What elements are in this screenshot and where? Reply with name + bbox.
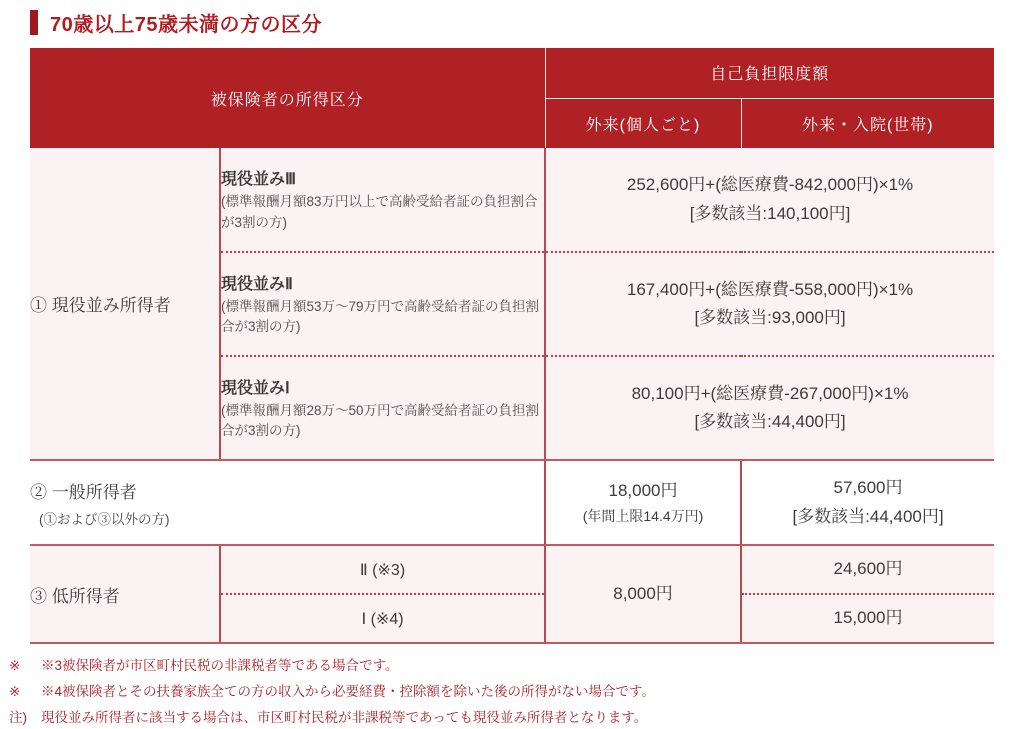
- page-title-text: 70歳以上75歳未満の方の区分: [50, 14, 322, 36]
- category-active-income: ① 現役並み所得者: [30, 148, 220, 460]
- footnote-marker: ※: [9, 658, 21, 673]
- limit-value-active-ii: [545, 252, 994, 356]
- limit-multiple: [多数該当:93,000円]: [694, 308, 846, 327]
- footnote-marker: ※: [9, 684, 21, 699]
- category-note: (①および③以外の方): [39, 511, 170, 527]
- footnote-text: 現役並み所得者に該当する場合は、市区町村民税が非課税等であっても現役並み所得者となります。: [41, 710, 648, 725]
- limit-low-outpatient: 8,000円: [545, 545, 741, 643]
- footnote-marker: 注): [9, 710, 27, 725]
- subcategory-desc: (標準報酬月額53万〜79万円で高齢受給者証の負担割合が3割の方): [221, 298, 540, 334]
- subcategory-desc: (標準報酬月額83万円以上で高齢受給者証の負担割合が3割の方): [221, 194, 538, 230]
- subcategory-low-i: Ⅰ (※4): [220, 594, 545, 643]
- limit-low-ii-family: 24,600円: [741, 545, 994, 594]
- subcategory-name: 現役並みⅠ: [221, 379, 290, 397]
- limit-multiple: [多数該当:140,100円]: [689, 203, 851, 223]
- footnote-4: [9, 679, 1015, 705]
- limit-amount: 57,600円: [833, 478, 903, 498]
- header-income-category: 被保険者の所得区分: [30, 48, 545, 148]
- table-row-active-iii: [30, 148, 994, 252]
- limit-amount: 18,000円: [608, 480, 678, 500]
- footnote-3: [9, 653, 1015, 679]
- limit-formula: 167,400円+(総医療費-558,000円)×1%: [626, 279, 914, 299]
- limit-formula: 252,600円+(総医療費-842,000円)×1%: [626, 175, 914, 195]
- subcategory-active-ii: [220, 252, 545, 356]
- category-low-income: ③ 低所得者: [30, 545, 220, 643]
- subcategory-active-iii: [220, 148, 545, 252]
- subcategory-name: 現役並みⅢ: [221, 171, 297, 189]
- header-outpatient-inpatient: 外来・入院(世帯): [741, 98, 994, 148]
- limit-general-family: [741, 460, 994, 545]
- subcategory-active-i: [220, 356, 545, 460]
- header-outpatient: 外来(個人ごと): [545, 98, 741, 148]
- footnotes: [9, 653, 1015, 729]
- category-name: ② 一般所得者: [30, 482, 137, 502]
- subcategory-low-ii: Ⅱ (※3): [220, 545, 545, 594]
- page-title: [30, 8, 322, 37]
- footnote-text: ※4被保険者とその扶養家族全ての方の収入から必要経費・控除額を除いた後の所得がない場合です。: [41, 684, 655, 699]
- limit-multiple: [多数該当:44,400円]: [694, 412, 846, 431]
- subcategory-name: 現役並みⅡ: [221, 275, 293, 293]
- category-general-income: [30, 460, 545, 545]
- footnote-caution: [9, 705, 1015, 729]
- limit-annual-cap: (年間上限14.4万円): [582, 507, 704, 524]
- header-self-pay-limit: 自己負担限度額: [545, 48, 994, 98]
- table-row-low-ii: [30, 545, 994, 594]
- subcategory-desc: (標準報酬月額28万〜50万円で高齢受給者証の負担割合が3割の方): [221, 402, 540, 438]
- limit-formula: 80,100円+(総医療費-267,000円)×1%: [631, 383, 909, 403]
- limit-value-active-i: [545, 356, 994, 460]
- title-accent-bar: [30, 10, 38, 35]
- limit-low-i-family: 15,000円: [741, 594, 994, 643]
- limit-value-active-iii: [545, 148, 994, 252]
- table-header: [30, 48, 994, 148]
- footnote-text: ※3被保険者が市区町村民税の非課税者等である場合です。: [41, 658, 399, 673]
- table-row-general: [30, 460, 994, 545]
- limit-multiple: [多数該当:44,400円]: [792, 506, 944, 526]
- limit-general-outpatient: [545, 460, 741, 545]
- cost-limit-table: [30, 48, 994, 644]
